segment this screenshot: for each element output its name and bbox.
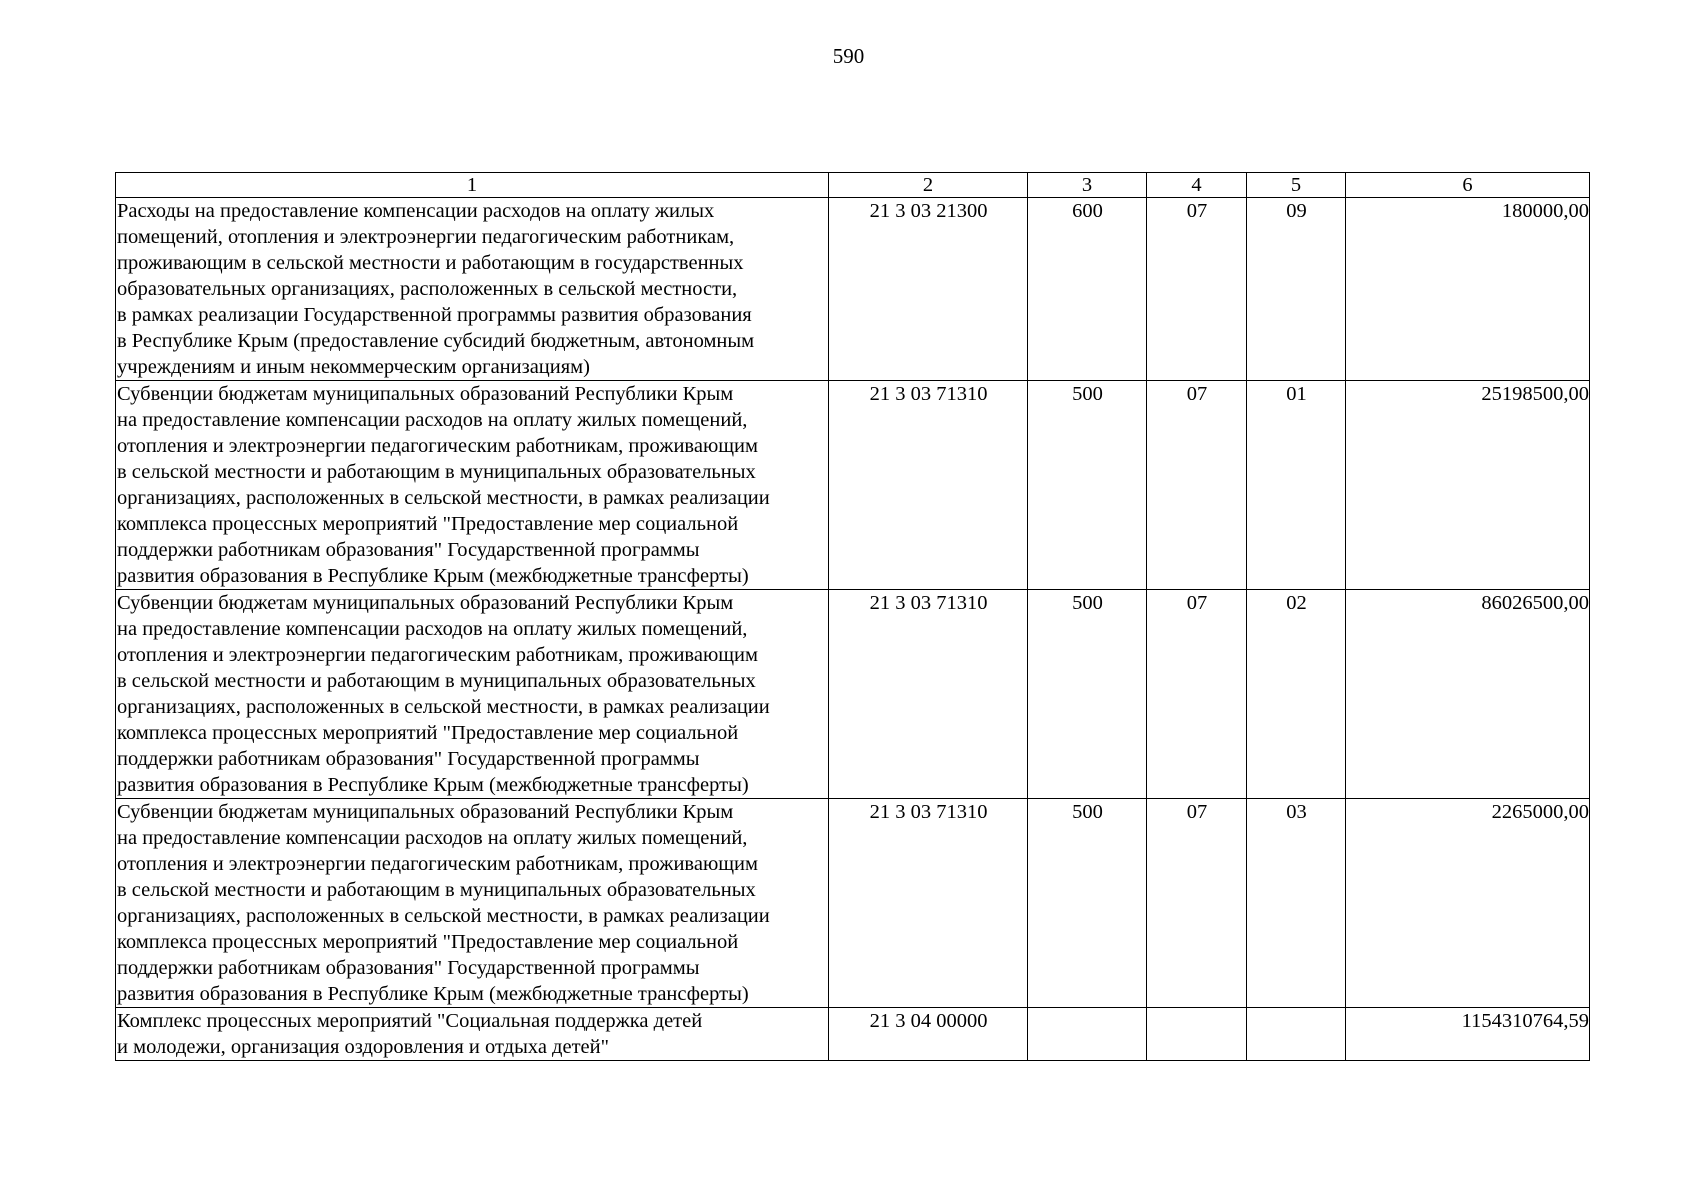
row-subsection: 09 [1247, 198, 1346, 381]
table-row [116, 799, 1590, 1008]
row-section [1147, 1008, 1247, 1061]
row-amount: 2265000,00 [1346, 799, 1590, 1008]
row-target-code: 21 3 03 71310 [829, 799, 1028, 1008]
row-expense-type: 600 [1028, 198, 1147, 381]
row-section: 07 [1147, 198, 1247, 381]
row-description: Расходы на предоставление компенсации расходов на оплату жилых помещений, отопления и электроэнергии педагогическим работникам, проживающим в сельской местности и работающим в государственных образовательных организациях, расположенных в сельской местности, в рамках реализации Государственной программы развития образования в Республике Крым (предоставление субсидий бюджетным, автономным учреждениям и иным некоммерческим организациям) [116, 198, 829, 381]
table-row [116, 1008, 1590, 1061]
row-target-code: 21 3 03 71310 [829, 381, 1028, 590]
row-amount: 1154310764,59 [1346, 1008, 1590, 1061]
table-row [116, 198, 1590, 381]
row-subsection: 02 [1247, 590, 1346, 799]
column-header: 5 [1247, 173, 1346, 198]
column-header: 3 [1028, 173, 1147, 198]
row-description: Комплекс процессных мероприятий "Социальная поддержка детей и молодежи, организация оздоровления и отдыха детей" [116, 1008, 829, 1061]
row-subsection [1247, 1008, 1346, 1061]
row-expense-type: 500 [1028, 799, 1147, 1008]
row-section: 07 [1147, 590, 1247, 799]
column-header: 4 [1147, 173, 1247, 198]
column-header: 2 [829, 173, 1028, 198]
row-amount: 86026500,00 [1346, 590, 1590, 799]
row-target-code: 21 3 03 21300 [829, 198, 1028, 381]
row-amount: 180000,00 [1346, 198, 1590, 381]
row-subsection: 01 [1247, 381, 1346, 590]
row-section: 07 [1147, 381, 1247, 590]
row-expense-type [1028, 1008, 1147, 1061]
row-target-code: 21 3 03 71310 [829, 590, 1028, 799]
row-section: 07 [1147, 799, 1247, 1008]
row-description: Субвенции бюджетам муниципальных образований Республики Крым на предоставление компенсации расходов на оплату жилых помещений, отопления и электроэнергии педагогическим работникам, проживающим в сельской местности и работающим в муниципальных образовательных организациях, расположенных в сельской местности, в рамках реализации комплекса процессных мероприятий "Предоставление мер социальной поддержки работникам образования" Государственной программы развития образования в Республике Крым (межбюджетные трансферты) [116, 381, 829, 590]
table-row [116, 590, 1590, 799]
row-subsection: 03 [1247, 799, 1346, 1008]
column-header: 1 [116, 173, 829, 198]
row-expense-type: 500 [1028, 590, 1147, 799]
row-description: Субвенции бюджетам муниципальных образований Республики Крым на предоставление компенсации расходов на оплату жилых помещений, отопления и электроэнергии педагогическим работникам, проживающим в сельской местности и работающим в муниципальных образовательных организациях, расположенных в сельской местности, в рамках реализации комплекса процессных мероприятий "Предоставление мер социальной поддержки работникам образования" Государственной программы развития образования в Республике Крым (межбюджетные трансферты) [116, 799, 829, 1008]
column-header: 6 [1346, 173, 1590, 198]
row-target-code: 21 3 04 00000 [829, 1008, 1028, 1061]
row-expense-type: 500 [1028, 381, 1147, 590]
budget-table [115, 172, 1590, 1061]
row-description: Субвенции бюджетам муниципальных образований Республики Крым на предоставление компенсации расходов на оплату жилых помещений, отопления и электроэнергии педагогическим работникам, проживающим в сельской местности и работающим в муниципальных образовательных организациях, расположенных в сельской местности, в рамках реализации комплекса процессных мероприятий "Предоставление мер социальной поддержки работникам образования" Государственной программы развития образования в Республике Крым (межбюджетные трансферты) [116, 590, 829, 799]
table-header-row [116, 173, 1590, 198]
page-number: 590 [832, 44, 865, 68]
row-amount: 25198500,00 [1346, 381, 1590, 590]
table-row [116, 381, 1590, 590]
